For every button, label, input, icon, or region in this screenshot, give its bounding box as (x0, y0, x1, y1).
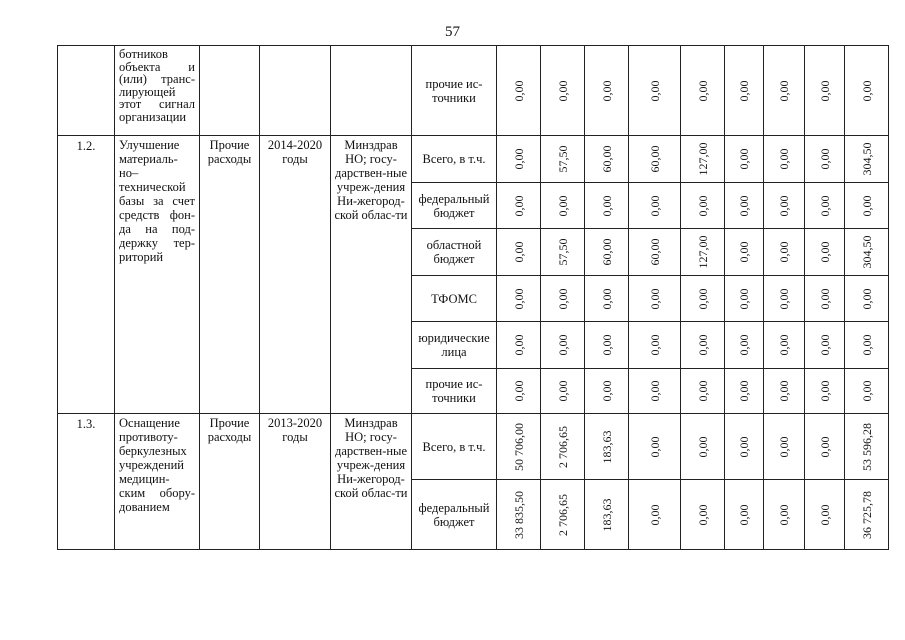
value-cell (497, 136, 541, 183)
value-cell (541, 229, 585, 276)
value-cell (629, 414, 681, 480)
value-cell (629, 322, 681, 369)
value-text: 0,00 (511, 195, 526, 216)
value-text: 0,00 (737, 195, 751, 216)
value-cell (541, 369, 585, 414)
source-cell: федеральный бюджет (412, 480, 497, 550)
value-cell (681, 136, 725, 183)
value-cell (725, 183, 764, 229)
item-name-cell: Улучшение материаль-но–технической базы за счет средств фон-да на под-держку тер-риторий (115, 136, 200, 414)
value-cell (541, 183, 585, 229)
value-text: 0,00 (695, 436, 710, 457)
value-cell (805, 276, 845, 322)
budget-table (57, 45, 889, 550)
value-cell (541, 480, 585, 550)
value-cell (764, 46, 805, 136)
value-text: 0,00 (695, 380, 710, 402)
value-cell (805, 369, 845, 414)
value-cell (805, 322, 845, 369)
value-text: 60,00 (647, 145, 662, 173)
value-cell (585, 276, 629, 322)
value-cell (585, 136, 629, 183)
value-text: 0,00 (817, 288, 832, 309)
value-text: 0,00 (555, 195, 570, 216)
value-text: 0,00 (777, 334, 791, 356)
value-text: 50 706,00 (511, 422, 526, 471)
value-text: 0,00 (737, 288, 751, 309)
value-cell (585, 46, 629, 136)
value-cell (845, 46, 889, 136)
value-cell (845, 229, 889, 276)
value-text: 0,00 (737, 436, 751, 457)
value-text: 53 596,28 (859, 422, 874, 471)
source-cell: юридические лица (412, 322, 497, 369)
value-cell (725, 136, 764, 183)
value-cell (845, 480, 889, 550)
value-text: 304,50 (859, 235, 874, 269)
value-cell (725, 322, 764, 369)
value-cell (805, 414, 845, 480)
value-text: 0,00 (817, 436, 832, 457)
value-cell (681, 322, 725, 369)
value-cell (805, 480, 845, 550)
value-text: 0,00 (599, 80, 614, 101)
value-text: 0,00 (695, 195, 710, 216)
value-text: 0,00 (555, 288, 570, 309)
value-text: 0,00 (695, 504, 710, 525)
value-text: 0,00 (859, 80, 874, 101)
value-text: 0,00 (859, 334, 874, 356)
source-cell: Всего, в т.ч. (412, 414, 497, 480)
value-cell (725, 414, 764, 480)
value-cell (764, 183, 805, 229)
value-text: 0,00 (737, 80, 751, 101)
value-cell (497, 480, 541, 550)
value-text: 0,00 (859, 288, 874, 309)
value-cell (725, 229, 764, 276)
value-cell (497, 46, 541, 136)
value-cell (725, 276, 764, 322)
value-text: 57,50 (555, 145, 570, 173)
value-cell (681, 183, 725, 229)
value-cell (541, 414, 585, 480)
executor-cell (331, 46, 412, 136)
value-text: 0,00 (695, 80, 710, 101)
item-name-cell: ботников объекта и (или) транс-лирующей этот сигнал организации (115, 46, 200, 136)
source-cell: областной бюджет (412, 229, 497, 276)
value-text: 183,63 (599, 430, 614, 463)
value-text: 0,00 (817, 334, 832, 356)
value-cell (764, 136, 805, 183)
value-text: 0,00 (599, 334, 614, 356)
value-text: 0,00 (777, 195, 791, 216)
value-text: 0,00 (777, 380, 791, 402)
value-text: 0,00 (647, 334, 662, 356)
cost-type-cell: Прочие расходы (200, 136, 260, 414)
value-cell (845, 183, 889, 229)
value-text: 0,00 (511, 148, 526, 170)
table-row (58, 46, 889, 136)
value-cell (805, 229, 845, 276)
value-text: 0,00 (647, 504, 662, 525)
value-cell (805, 46, 845, 136)
value-cell (805, 136, 845, 183)
value-text: 0,00 (511, 80, 526, 101)
executor-cell: Минздрав НО; госу-дарствен-ные учреж-дения Ни-жегород-ской облас-ти (331, 136, 412, 414)
value-cell (725, 46, 764, 136)
value-text: 60,00 (599, 145, 614, 173)
value-cell (764, 414, 805, 480)
value-cell (585, 229, 629, 276)
value-text: 0,00 (737, 148, 751, 170)
value-cell (725, 369, 764, 414)
value-text: 0,00 (511, 241, 526, 263)
value-cell (585, 480, 629, 550)
value-cell (541, 136, 585, 183)
value-text: 0,00 (817, 241, 832, 263)
value-cell (681, 480, 725, 550)
value-cell (497, 276, 541, 322)
value-cell (764, 322, 805, 369)
value-text: 0,00 (599, 288, 614, 309)
value-text: 0,00 (737, 380, 751, 402)
value-text: 0,00 (859, 380, 874, 402)
value-text: 0,00 (599, 380, 614, 402)
value-cell (845, 322, 889, 369)
item-name-cell: Оснащение противоту-беркулезных учреждений медицин-ским обору-дованием (115, 414, 200, 550)
value-cell (764, 369, 805, 414)
value-cell (497, 414, 541, 480)
value-cell (681, 46, 725, 136)
value-text: 2 706,65 (555, 493, 570, 536)
value-text: 0,00 (695, 288, 710, 309)
value-text: 0,00 (599, 195, 614, 216)
value-text: 0,00 (737, 334, 751, 356)
item-number-cell: 1.3. (58, 414, 115, 550)
table-body (58, 46, 889, 550)
page-number: 57 (445, 24, 460, 40)
value-text: 183,63 (599, 498, 614, 531)
value-text: 0,00 (777, 241, 791, 263)
value-text: 57,50 (555, 238, 570, 266)
value-text: 60,00 (647, 238, 662, 266)
value-text: 0,00 (817, 148, 832, 170)
value-cell (585, 414, 629, 480)
table-row (58, 136, 889, 183)
value-cell (541, 46, 585, 136)
value-text: 304,50 (859, 142, 874, 176)
value-cell (497, 229, 541, 276)
value-cell (629, 46, 681, 136)
value-cell (629, 480, 681, 550)
value-text: 0,00 (555, 80, 570, 101)
item-number-cell: 1.2. (58, 136, 115, 414)
source-cell: федеральный бюджет (412, 183, 497, 229)
value-cell (681, 276, 725, 322)
cost-type-cell (200, 46, 260, 136)
value-text: 0,00 (647, 80, 662, 101)
value-text: 0,00 (511, 288, 526, 309)
value-text: 0,00 (511, 334, 526, 356)
value-cell (497, 369, 541, 414)
value-text: 0,00 (859, 195, 874, 216)
value-text: 0,00 (817, 380, 832, 402)
executor-cell: Минздрав НО; госу-дарствен-ные учреж-дения Ни-жегород-ской облас-ти (331, 414, 412, 550)
value-cell (541, 276, 585, 322)
value-cell (725, 480, 764, 550)
value-cell (764, 229, 805, 276)
value-text: 33 835,50 (511, 490, 526, 539)
value-cell (585, 369, 629, 414)
cost-type-cell: Прочие расходы (200, 414, 260, 550)
period-cell: 2013-2020 годы (260, 414, 331, 550)
value-text: 0,00 (555, 380, 570, 402)
value-text: 0,00 (555, 334, 570, 356)
value-text: 0,00 (647, 436, 662, 457)
value-text: 60,00 (599, 238, 614, 266)
value-cell (805, 183, 845, 229)
value-text: 0,00 (511, 380, 526, 402)
source-cell: Всего, в т.ч. (412, 136, 497, 183)
value-text: 0,00 (737, 504, 751, 525)
value-cell (585, 322, 629, 369)
source-cell: прочие ис- точники (412, 46, 497, 136)
value-cell (681, 369, 725, 414)
value-cell (629, 136, 681, 183)
value-cell (845, 369, 889, 414)
value-text: 0,00 (777, 436, 791, 457)
value-cell (629, 276, 681, 322)
value-cell (845, 136, 889, 183)
item-number-cell (58, 46, 115, 136)
value-text: 2 706,65 (555, 425, 570, 468)
value-cell (629, 369, 681, 414)
value-cell (629, 183, 681, 229)
value-cell (764, 480, 805, 550)
period-cell (260, 46, 331, 136)
value-cell (764, 276, 805, 322)
value-text: 0,00 (647, 380, 662, 402)
value-cell (497, 322, 541, 369)
value-cell (845, 276, 889, 322)
table-row (58, 414, 889, 480)
source-cell: ТФОМС (412, 276, 497, 322)
value-text: 0,00 (695, 334, 710, 356)
value-text: 0,00 (777, 288, 791, 309)
source-cell: прочие ис-точники (412, 369, 497, 414)
value-text: 0,00 (777, 148, 791, 170)
value-text: 127,00 (695, 235, 710, 269)
value-text: 0,00 (817, 504, 832, 525)
value-text: 0,00 (777, 80, 791, 101)
value-cell (585, 183, 629, 229)
value-cell (541, 322, 585, 369)
value-text: 0,00 (817, 195, 832, 216)
value-text: 0,00 (647, 288, 662, 309)
value-text: 36 725,78 (859, 490, 874, 539)
period-cell: 2014-2020 годы (260, 136, 331, 414)
value-text: 127,00 (695, 142, 710, 176)
value-cell (629, 229, 681, 276)
value-text: 0,00 (737, 241, 751, 263)
value-text: 0,00 (777, 504, 791, 525)
value-cell (845, 414, 889, 480)
value-cell (681, 414, 725, 480)
value-text: 0,00 (647, 195, 662, 216)
value-cell (681, 229, 725, 276)
value-text: 0,00 (817, 80, 832, 101)
value-cell (497, 183, 541, 229)
